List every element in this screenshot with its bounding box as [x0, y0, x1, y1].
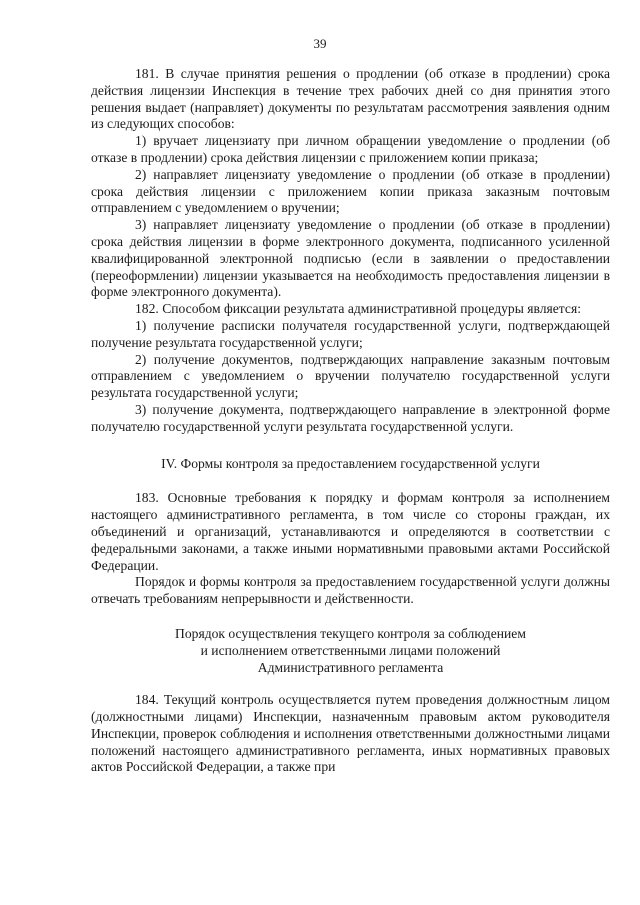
sub-heading [91, 626, 610, 676]
paragraph-181-item-3: 3) направляет лицензиату уведомление о продлении (об отказе в продлении) срока действия лицензии в форме электронного документа, подписанного усиленной квалифицированной электронной подписью (если в заявлении о предоставлении (переоформлении) лицензии указывается на необходимость предоставления лицензии в форме электронного документа). [91, 217, 610, 300]
document-body [91, 66, 610, 776]
sub-heading-line: Административного регламента [257, 659, 444, 675]
sub-heading-line: Порядок осуществления текущего контроля за соблюдением [175, 625, 526, 641]
page-number: 39 [313, 36, 327, 51]
paragraph-182-item-2: 2) получение документов, подтверждающих направление заказным почтовым отправлением с уведомлением о вручении получателю государственной услуги результата государственной услуги; [91, 351, 610, 401]
paragraph-181-item-1: 1) вручает лицензиату при личном обращении уведомление о продлении (об отказе в продлении) срока действия лицензии с приложением копии приказа; [91, 133, 610, 165]
paragraph-182-item-3: 3) получение документа, подтверждающего направление в электронной форме получателю государственной услуги результата государственной услуги. [91, 401, 610, 434]
paragraph-184: 184. Текущий контроль осуществляется путем проведения должностным лицом (должностными лицами) Инспекции, назначенным правовым актом руководителя Инспекции, проверок соблюдения и исполнения ответственными должностными лицами положений настоящего административного регламента, иных нормативных правовых актов Российской Федерации, а также при [91, 692, 610, 775]
paragraph-183: 183. Основные требования к порядку и формам контроля за исполнением настоящего административного регламента, в том числе со стороны граждан, их объединений и организаций, устанавливаются и определяются в соответствии с федеральными законами, а также иными нормативными правовыми актами Российской Федерации. [91, 490, 610, 573]
paragraph-181-item-2: 2) направляет лицензиату уведомление о продлении (об отказе в продлении) срока действия лицензии с приложением копии приказа заказным почтовым отправлением с уведомлением о вручении; [91, 166, 610, 216]
paragraph-181: 181. В случае принятия решения о продлении (об отказе в продлении) срока действия лицензии Инспекция в течение трех рабочих дней со дня принятия этого решения выдает (направляет) документы по результатам рассмотрения заявления одним из следующих способов: [91, 66, 610, 132]
paragraph-182: 182. Способом фиксации результата административной процедуры является: [135, 301, 581, 317]
section-heading: IV. Формы контроля за предоставлением государственной услуги [161, 455, 540, 471]
sub-heading-line: и исполнением ответственными лицами положений [200, 642, 501, 658]
paragraph-control-requirements: Порядок и формы контроля за предоставлением государственной услуги должны отвечать требованиям непрерывности и действенности. [91, 574, 610, 607]
paragraph-182-item-1: 1) получение расписки получателя государственной услуги, подтверждающей получение результата государственной услуги; [91, 317, 610, 350]
